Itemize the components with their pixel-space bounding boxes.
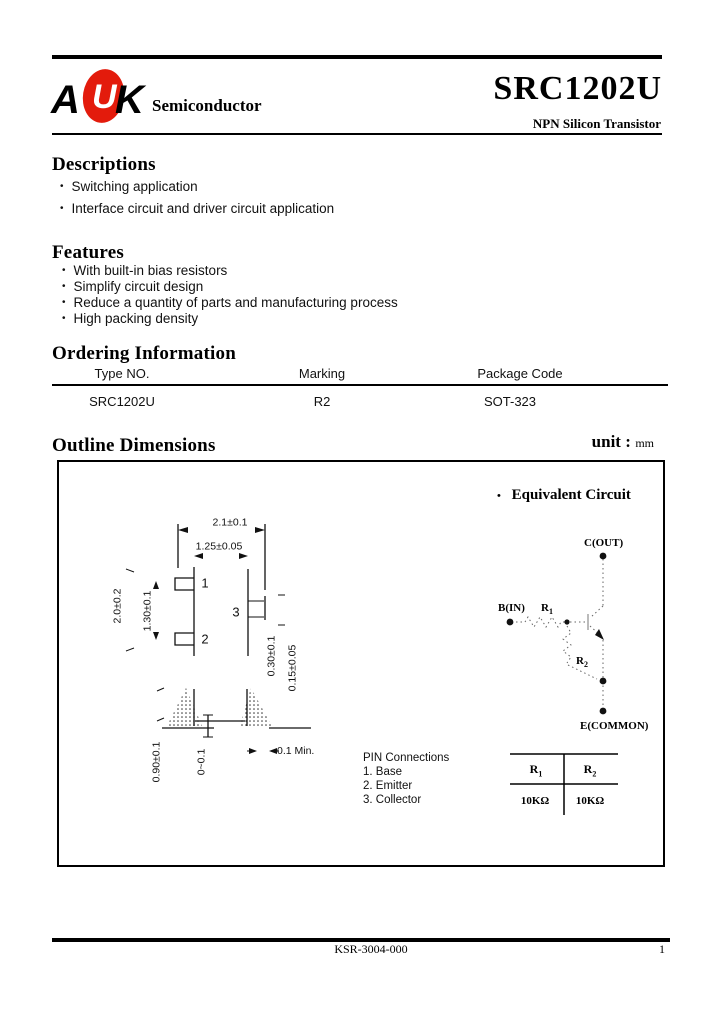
brand-name: Semiconductor [152,96,262,115]
page-number: 1 [659,942,665,956]
bullet-icon: • [62,265,66,276]
bullet-icon: • [62,281,66,292]
pin-connection-item: 3. Collector [363,794,422,806]
top-rule [52,55,662,59]
ordering-col-package: Package Code [477,366,563,381]
pin-label-3: 3 [232,604,240,620]
table-header-r1: $R_1$ [529,762,543,779]
bullet-icon: • [62,297,66,308]
bullet-icon: • [497,490,501,502]
dim-body-width: 1.25±0.05 [195,540,243,553]
bullet-icon: • [62,313,66,324]
header-rule [52,133,662,135]
unit-label: unit : [591,432,631,451]
equivalent-circuit-wires [516,559,603,711]
dim-total-width: 2.1±0.1 [212,516,248,529]
resistor-r1-label: $R_1$ [541,602,553,617]
pin-connection-item: 2. Emitter [363,780,413,792]
ordering-heading: Ordering Information [52,343,236,364]
description-item [60,180,198,194]
document-number: KSR-3004-000 [334,942,408,956]
ordering-value-package: SOT-323 [483,394,537,409]
equivalent-circuit-title: • Equivalent Circuit [497,487,631,503]
pin-connections [363,751,449,807]
pin-label-1: 1 [201,575,209,591]
auk-logo-letter-k: K [115,78,144,122]
feature-item [62,312,198,326]
auk-logo-letter-a: A [51,78,80,122]
description-item-text: Interface circuit and driver circuit application [71,201,335,216]
dim-body-height: 1.30±0.1 [141,590,154,632]
ordering-col-marking: Marking [298,366,346,381]
feature-item [62,280,203,294]
device-subtitle: NPN Silicon Transistor [532,116,661,131]
feature-item-text: With built-in bias resistors [73,263,228,278]
feature-item-text: Reduce a quantity of parts and manufacturing process [73,295,398,310]
unit-value: mm [635,436,654,450]
bullet-icon: • [60,203,64,214]
dim-package-height: 0.90±0.1 [150,741,163,783]
description-item-text: Switching application [71,179,198,194]
feature-item [62,296,398,310]
outline-heading: Outline Dimensions [52,435,216,456]
feature-item-text: High packing density [73,311,199,326]
part-number-title: SRC1202U [493,70,662,107]
resistor-r2-label: $R_2$ [576,655,588,670]
outline-drawing-svg [57,460,661,863]
ordering-table-rule [52,384,668,386]
descriptions-heading: Descriptions [52,154,156,175]
unit-note [592,433,654,452]
pin-connections-title: PIN Connections [363,752,450,764]
description-item [60,202,334,216]
table-header-r2: $R_2$ [583,762,597,779]
dim-lead-length-min: 0.1 Min. [277,745,315,757]
terminal-b-label: B(IN) [498,602,525,614]
dim-lead-thickness: 0.15±0.05 [286,644,299,692]
features-heading: Features [52,242,124,263]
dim-total-height: 2.0±0.2 [111,588,124,624]
bullet-icon: • [60,181,64,192]
ordering-value-type: SRC1202U [89,394,155,409]
dim-lead-width: 0.30±0.1 [265,635,278,677]
table-value-r1: 10KΩ [520,795,550,807]
pin-label-2: 2 [201,631,209,647]
ordering-value-marking: R2 [313,394,331,409]
auk-logo-letter-u: U [92,78,117,116]
dim-standoff: 0~0.1 [195,748,208,776]
ordering-col-type: Type NO. [94,366,150,381]
circuit-nodes [507,553,607,715]
feature-item [62,264,227,278]
pin-connection-item: 1. Base [363,766,402,778]
terminal-c-label: C(OUT) [584,537,624,549]
feature-item-text: Simplify circuit design [73,279,204,294]
table-value-r2: 10KΩ [575,795,605,807]
terminal-e-label: E(COMMON) [580,720,649,732]
